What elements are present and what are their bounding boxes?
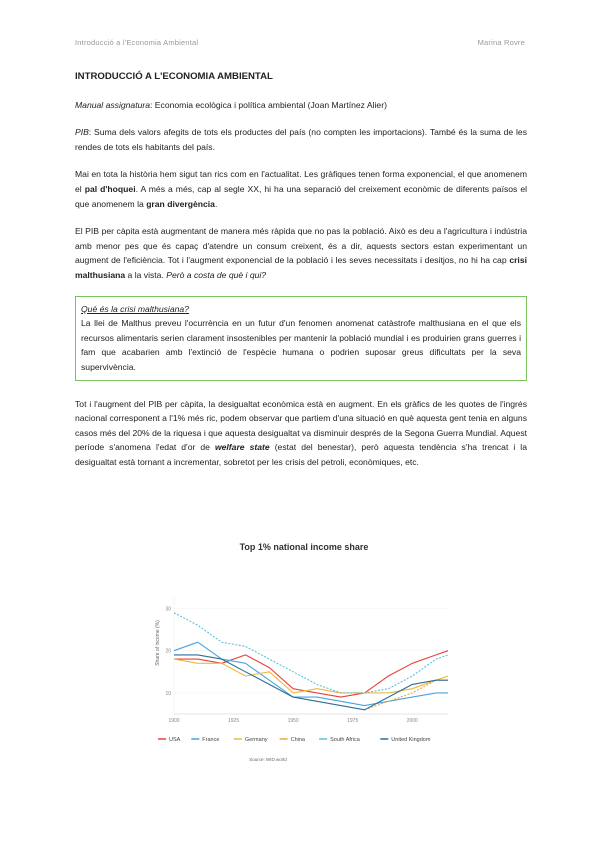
- gdp-paragraph: [75, 224, 527, 282]
- pib-label: PIB: [75, 127, 89, 138]
- series-line-south-africa: [174, 613, 448, 693]
- hockey-stick-paragraph: [75, 167, 527, 211]
- chart-source: Source: WID.world: [249, 757, 287, 762]
- legend-label: China: [290, 737, 305, 743]
- manual-label: Manual assignatura: [75, 99, 151, 110]
- box-title: Què és la crisi malthusiana?: [81, 303, 189, 314]
- text-run: Tot i l'augment del PIB per càpita, la desigualtat econòmica està en augment. En els gràfics de les quotes de l'ingrés nacional corresponent a l'1% més ric, podem observar que partiem d'una situació en què aquesta gent tenia en alguns casos més del 20% de la riquesa i que aquesta desigualtat va disminuir després de la Segona Guerra Mundial. Aquest període s'anomena l'edat d'or de: [75, 398, 527, 453]
- text-run: (estat del benestar), però aquesta tendència s'ha trencat i la desigualtat està tornant a incrementar, sobretot per les crisis del petroli, econòmiques, etc.: [75, 442, 527, 467]
- document-body: [75, 70, 527, 482]
- text-run: Mai en tota la història hem sigut tan rics com en l'actualitat. Les gràfiques tenen forma exponencial, el que anomenem el: [75, 169, 527, 194]
- italic-term: welfare state: [214, 442, 270, 453]
- box-text: La llei de Malthus preveu l'ocurrència en un futur d'un fenomen anomenat catàstrofe malthusiana en el que els recursos alimentaris serien clarament insostenibles per mantenir la població mundial i es produirien grans guerres i fam que acabarien amb l'extinció de l'espècie humana o podrien suposar greus dificultats per la seva supervivència.: [81, 318, 521, 372]
- inequality-paragraph: [75, 397, 527, 470]
- y-tick-label: 20: [165, 648, 171, 655]
- y-tick-label: 30: [165, 606, 171, 613]
- bold-term: crisi malthusiana: [75, 255, 527, 280]
- text-run: .: [214, 198, 218, 209]
- italic-question: Però a costa de què i qui?: [166, 269, 267, 280]
- legend-label: South Africa: [330, 737, 360, 743]
- x-tick-label: 1900: [168, 718, 180, 724]
- legend-label: France: [202, 737, 220, 743]
- x-tick-label: 1975: [347, 718, 359, 724]
- income-share-chart: [148, 538, 460, 768]
- manual-paragraph: [75, 98, 527, 113]
- chart-title: Top 1% national income share: [239, 542, 369, 552]
- chart-ylabel: Share of income (%): [155, 620, 161, 666]
- legend-label: USA: [169, 737, 181, 743]
- y-tick-label: 10: [165, 690, 171, 697]
- legend-label: United Kingdom: [391, 737, 431, 743]
- pib-text: : Suma dels valors afegits de tots els productes del país (no compten les importacions). També és la suma de les rendes de tots els habitants del país.: [75, 127, 527, 152]
- text-run: El PIB per càpita està augmentant de manera més ràpida que no pas la població. Això es deu a l'agricultura i indústria amb menor pes que és capaç d'atendre un consum creixent, és a dir, aquests sectors estan experimentant un augment de l'eficiència. Tot i l'augment exponencial de la població i les seves necessitats i desitjos, no hi ha cap: [75, 226, 527, 266]
- pib-paragraph: [75, 125, 527, 154]
- bold-term: pal d'hoquei: [84, 183, 136, 194]
- x-tick-label: 2000: [406, 718, 418, 724]
- series-line-france: [174, 642, 448, 705]
- text-run: . A més a més, cap al segle XX, hi ha una separació del creixement econòmic de diferents països el que anomenem la: [75, 183, 528, 209]
- running-header-left: Introducció a l'Economia Ambiental: [75, 38, 199, 47]
- malthus-box: [75, 296, 527, 381]
- x-tick-label: 1950: [287, 718, 299, 724]
- page-title: INTRODUCCIÓ A L'ECONOMIA AMBIENTAL: [75, 71, 273, 82]
- manual-text: : Economia ecològica i política ambiental (Joan Martínez Alier): [150, 99, 387, 110]
- running-header-right: Marina Rovre: [477, 38, 525, 47]
- x-tick-label: 1925: [228, 718, 240, 724]
- text-run: a la vista.: [125, 269, 167, 280]
- bold-term: gran divergència: [146, 198, 215, 209]
- legend-label: Germany: [244, 737, 268, 743]
